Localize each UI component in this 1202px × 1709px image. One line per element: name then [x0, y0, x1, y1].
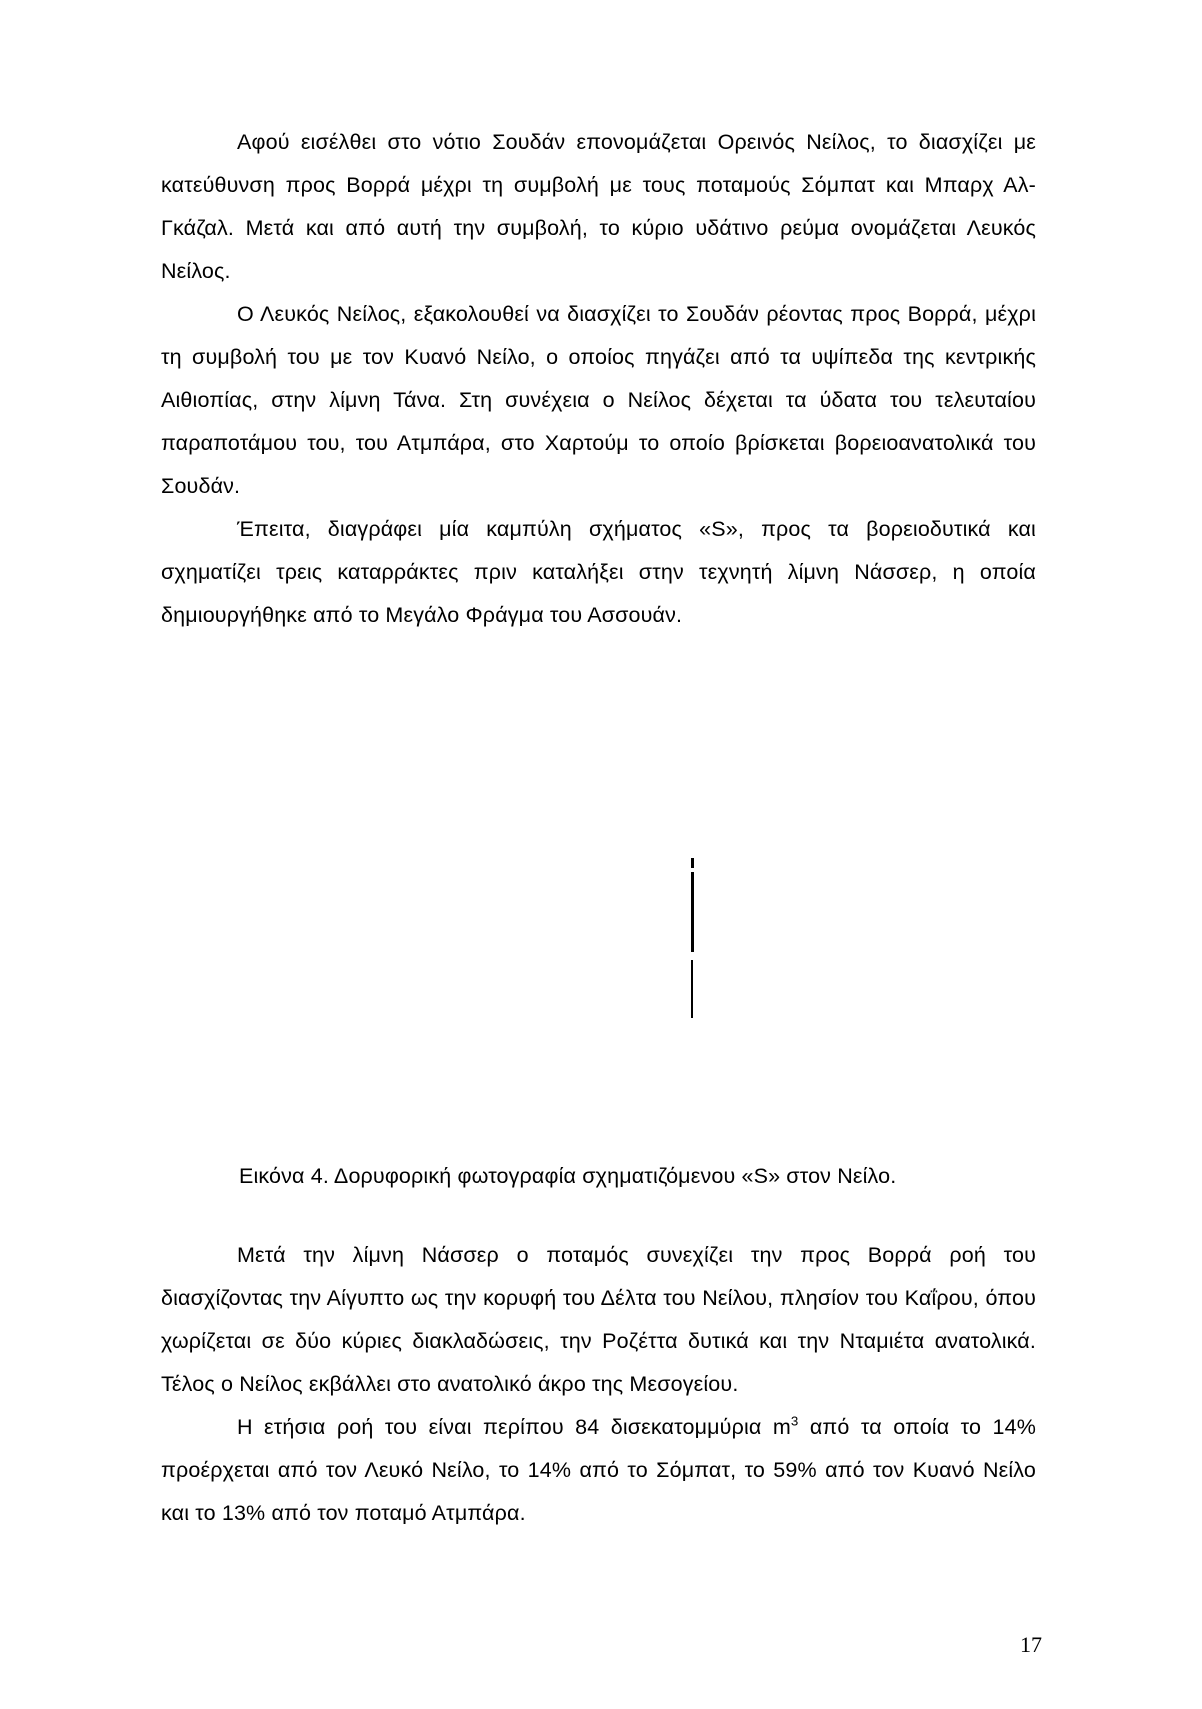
body-text-bottom: [161, 1234, 1036, 1535]
body-text-top: [161, 121, 1036, 637]
paragraph-annual-flow: [161, 1406, 1036, 1535]
paragraph-white-nile-course: Ο Λευκός Νείλος, εξακολουθεί να διασχίζει το Σουδάν ρέοντας προς Βορρά, μέχρι τη συμβολή του με τον Κυανό Νείλο, ο οποίος πηγάζει από τα υψίπεδα της κεντρικής Αιθιοπίας, στην λίμνη Τάνα. Στη συνέχεια ο Νείλος δέχεται τα ύδατα του τελευταίου παραποτάμου του, του Ατμπάρα, στο Χαρτούμ το οποίο βρίσκεται βορειοανατολικά του Σουδάν.: [161, 302, 1036, 498]
paragraph-after-nasser: Μετά την λίμνη Νάσσερ ο ποταμός συνεχίζει την προς Βορρά ροή του διασχίζοντας την Αίγυπτο ως την κορυφή του Δέλτα του Νείλου, πλησίον του Καΐρου, όπου χωρίζεται σε δύο κύριες διακλαδώσεις, την Ροζέττα δυτικά και την Νταμιέτα ανατολικά. Τέλος ο Νείλος εκβάλλει στο ανατολικό άκρο της Μεσογείου.: [161, 1243, 1036, 1396]
paragraph-white-nile-entry: Αφού εισέλθει στο νότιο Σουδάν επονομάζεται Ορεινός Νείλος, το διασχίζει με κατεύθυνση προς Βορρά μέχρι τη συμβολή με τους ποταμούς Σόμπατ και Μπαρχ Αλ-Γκάζαλ. Μετά και από αυτή την συμβολή, το κύριο υδάτινο ρεύμα ονομάζεται Λευκός Νείλος.: [161, 130, 1036, 283]
figure-scan-line: [691, 858, 694, 868]
figure-scan-line: [691, 872, 694, 952]
figure-satellite-image: [161, 640, 1036, 1160]
annual-flow-text-end: από τα οποία το 14% προέρχεται από τον Λευκό Νείλο, το 14% από το Σόμπατ, το 59% από τον Κυανό Νείλο και το 13% από τον ποταμό Ατμπάρα.: [161, 1415, 1036, 1525]
cubic-superscript: 3: [790, 1413, 799, 1429]
figure-caption: Εικόνα 4. Δορυφορική φωτογραφία σχηματιζόμενου «S» στον Νείλο.: [239, 1164, 897, 1188]
figure-scan-line: [691, 960, 693, 1018]
annual-flow-text-start: Η ετήσια ροή του είναι περίπου 84 δισεκατομμύρια m: [237, 1415, 791, 1439]
paragraph-s-curve: Έπειτα, διαγράφει μία καμπύλη σχήματος «S», προς τα βορειοδυτικά και σχηματίζει τρεις καταρράκτες πριν καταλήξει στην τεχνητή λίμνη Νάσσερ, η οποία δημιουργήθηκε από το Μεγάλο Φράγμα του Ασσουάν.: [161, 517, 1036, 627]
page-number: 17: [1020, 1632, 1042, 1657]
